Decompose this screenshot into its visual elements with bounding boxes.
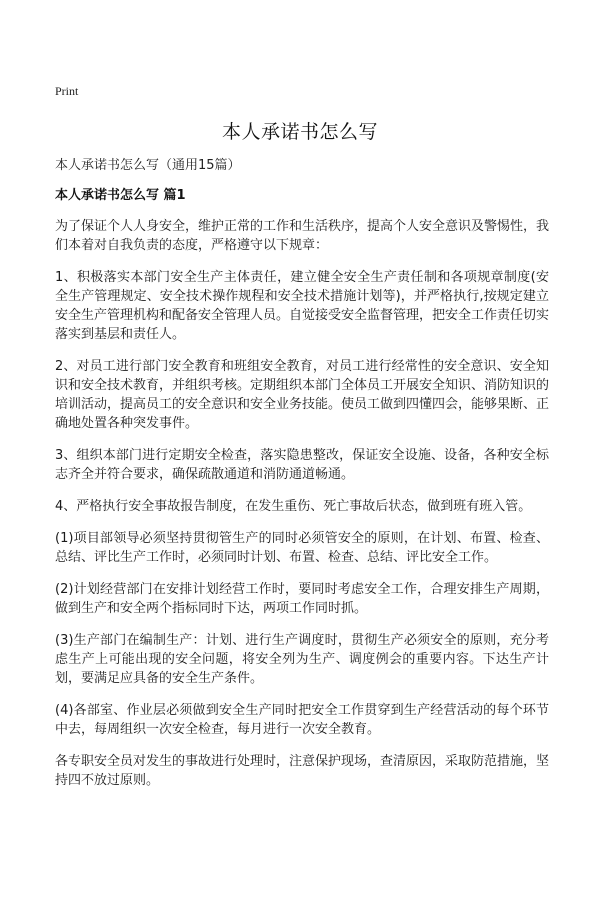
document-subtitle: 本人承诺书怎么写（通用15篇） bbox=[55, 158, 241, 173]
paragraph-item-1: 1、积极落实本部门安全生产主体责任，建立健全安全生产责任制和各项规章制度(安全生产管理规定、安全技术操作规程和安全技术措施计划等)，并严格执行,按规定建立安全生产管理机构和配备安全管理人员。自觉接受安全监督管理，把安全工作责任切实落实到基层和责任人。 bbox=[55, 270, 550, 342]
paragraph-item-2: 2、对员工进行部门安全教育和班组安全教育，对员工进行经常性的安全意识、安全知识和安全技术教育，并组织考核。定期组织本部门全体员工开展安全知识、消防知识的培训活动，提高员工的安全意识和安全业务技能。使员工做到四懂四会，能够果断、正确地处置各种突发事件。 bbox=[55, 359, 550, 431]
paragraph-closing: 各专职安全员对发生的事故进行处理时，注意保护现场，查清原因，采取防范措施，坚持四不放过原则。 bbox=[55, 754, 550, 788]
paragraph-subitem-2: (2)计划经营部门在安排计划经营工作时，要同时考虑安全工作，合理安排生产周期，做到生产和安全两个指标同时下达，两项工作同时抓。 bbox=[55, 582, 549, 616]
page-title: 本人承诺书怎么写 bbox=[221, 121, 378, 143]
section-heading: 本人承诺书怎么写 篇1 bbox=[55, 188, 186, 203]
paragraph-subitem-4: (4)各部室、作业层必须做到安全生产同时把安全工作贯穿到生产经营活动的每个环节中去，每周组织一次安全检查，每月进行一次安全教育。 bbox=[55, 703, 549, 737]
paragraph-subitem-3: (3)生产部门在编制生产：计划、进行生产调度时，贯彻生产必须安全的原则，充分考虑生产上可能出现的安全问题，将安全列为生产、调度例会的重要内容。下达生产计划，要满足应具备的安全生产条件。 bbox=[55, 633, 549, 686]
print-link[interactable]: Print bbox=[55, 84, 79, 98]
paragraph-item-4: 4、严格执行安全事故报告制度，在发生重伤、死亡事故后状态，做到班有班入管。 bbox=[55, 499, 532, 514]
paragraph-item-3: 3、组织本部门进行定期安全检查，落实隐患整改，保证安全设施、设备，各种安全标志齐全并符合要求，确保疏散通道和消防通道畅通。 bbox=[55, 448, 549, 482]
document-body bbox=[55, 217, 549, 803]
paragraph-subitem-1: (1)项目部领导必须坚持贯彻管生产的同时必须管安全的原则，在计划、布置、检查、总结、评比生产工作时，必须同时计划、布置、检查、总结、评比安全工作。 bbox=[55, 531, 549, 565]
paragraph-intro: 为了保证个人人身安全，维护正常的工作和生活秩序，提高个人安全意识及警惕性，我们本着对自我负责的态度，严格遵守以下规章： bbox=[55, 219, 550, 253]
